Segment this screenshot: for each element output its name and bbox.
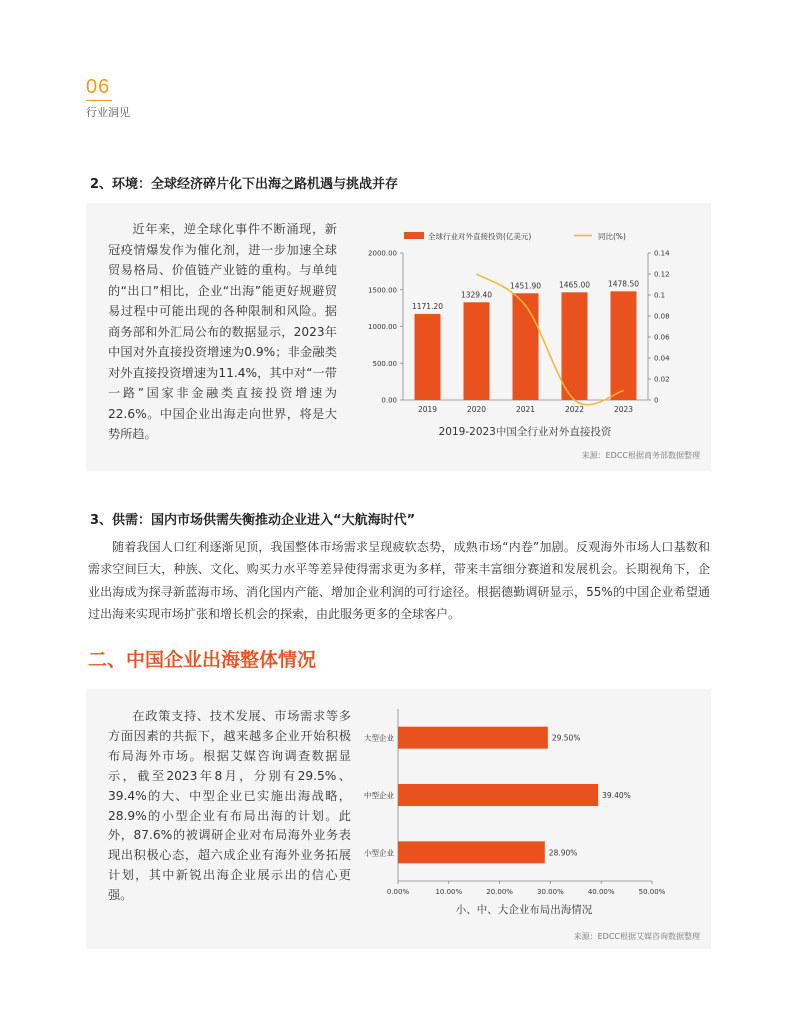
fdi-bar-label: 1465.00 bbox=[558, 280, 591, 290]
fdi-left-tick-label: 1500.00 bbox=[368, 286, 397, 295]
fdi-right-tick-label: 0.1 bbox=[654, 291, 666, 300]
fdi-right-tick-label: 0.02 bbox=[654, 375, 670, 384]
fdi-legend-line-label: 同比(%) bbox=[598, 232, 626, 241]
fdi-left-tick-label: 1000.00 bbox=[368, 323, 397, 331]
fdi-x-tick-label: 2021 bbox=[515, 405, 536, 414]
fdi-right-tick-label: 0.12 bbox=[654, 270, 670, 279]
company-x-tick-label: 30.00% bbox=[537, 888, 564, 896]
fdi-bar bbox=[513, 293, 539, 400]
company-chart bbox=[354, 699, 694, 924]
overview-panel bbox=[86, 689, 711, 949]
fdi-x-tick-label: 2020 bbox=[466, 405, 487, 414]
fdi-x-tick-label: 2019 bbox=[417, 405, 438, 414]
fdi-x-tick-label: 2022 bbox=[564, 405, 585, 414]
supply-heading: 3、供需：国内市场供需失衡推动企业进入“大航海时代” bbox=[90, 513, 416, 528]
fdi-right-tick-label: 0.08 bbox=[654, 312, 670, 321]
env-source: 来源：EDCC根据商务部数据整理 bbox=[581, 451, 700, 460]
fdi-chart-title: 2019-2023中国全行业对外直接投资 bbox=[438, 426, 612, 438]
company-chart-title: 小、中、大企业布局出海情况 bbox=[455, 904, 593, 916]
company-x-tick-label: 20.00% bbox=[486, 888, 513, 896]
overview-heading: 二、中国企业出海整体情况 bbox=[88, 649, 317, 671]
fdi-bar bbox=[464, 302, 490, 400]
fdi-right-tick-label: 0.06 bbox=[654, 333, 670, 342]
fdi-yoy-line bbox=[477, 274, 624, 405]
fdi-bar-label: 1478.50 bbox=[607, 279, 640, 289]
fdi-bar-label: 1171.20 bbox=[411, 301, 444, 311]
env-panel bbox=[86, 203, 711, 471]
fdi-left-tick-label: 500.00 bbox=[372, 359, 397, 368]
page-number-rule bbox=[86, 100, 112, 101]
company-category-label: 中型企业 bbox=[364, 791, 394, 800]
company-x-tick-label: 40.00% bbox=[587, 888, 615, 896]
company-bar bbox=[398, 841, 545, 863]
env-heading: 2、环境：全球经济碎片化下出海之路机遇与挑战并存 bbox=[90, 177, 399, 192]
company-x-tick-label: 50.00% bbox=[638, 888, 666, 896]
fdi-legend-bar-label: 全球行业对外直接投资(亿美元) bbox=[428, 232, 532, 241]
company-x-tick-label: 0.00% bbox=[386, 888, 410, 896]
section-label: 行业洞见 bbox=[86, 106, 130, 119]
company-bar-label: 29.50% bbox=[551, 733, 581, 743]
fdi-right-tick-label: 0 bbox=[654, 396, 659, 405]
fdi-bar bbox=[562, 292, 588, 400]
fdi-x-tick-label: 2023 bbox=[613, 405, 634, 414]
fdi-right-tick-label: 0.04 bbox=[654, 354, 670, 363]
company-bar bbox=[398, 727, 548, 749]
fdi-left-tick-label: 0.00 bbox=[381, 396, 397, 405]
fdi-bar-label: 1329.40 bbox=[460, 290, 493, 300]
overview-body: 在政策支持、技术发展、市场需求等多方面因素的共振下，越来越多企业开始积极布局海外市场。根据艾媒咨询调查数据显示，截至2023年8月，分别有29.5%、39.4%的大、中型企业已实施出海战略，28.9%的小型企业有布局出海的计划。此外，87.6%的被调研企业对布局海外业务表现出积极心态，超六成企业有海外业务拓展计划，其中新锐出海企业展示出的信心更强。 bbox=[108, 709, 351, 903]
company-bar bbox=[398, 784, 598, 806]
supply-body: 随着我国人口红利逐渐见顶，我国整体市场需求呈现疲软态势，成熟市场“内卷”加剧。反观海外市场人口基数和需求空间巨大，种族、文化、购买力水平等差异使得需求更为多样，带来丰富细分赛道和发展机会。长期视角下，企业出海成为探寻新蓝海市场、消化国内产能、增加企业利润的可行途径。根据德勤调研显示，55%的中国企业希望通过出海来实现市场扩张和增长机会的探索，由此服务更多的全球客户。 bbox=[88, 540, 710, 622]
fdi-left-tick-label: 2000.00 bbox=[368, 249, 397, 258]
fdi-bar bbox=[415, 314, 441, 400]
company-category-label: 大型企业 bbox=[364, 733, 394, 743]
fdi-bar-label: 1451.90 bbox=[509, 281, 542, 291]
company-bar-label: 28.90% bbox=[548, 848, 578, 858]
fdi-bar bbox=[611, 291, 637, 400]
fdi-right-tick-label: 0.14 bbox=[654, 249, 670, 258]
company-category-label: 小型企业 bbox=[364, 848, 394, 858]
fdi-chart bbox=[356, 225, 701, 443]
overview-source: 来源：EDCC根据艾媒咨询数据整理 bbox=[573, 932, 700, 941]
page-number: 06 bbox=[86, 76, 111, 98]
company-x-tick-label: 10.00% bbox=[435, 888, 463, 896]
company-bar-label: 39.40% bbox=[602, 791, 631, 800]
env-body: 近年来，逆全球化事件不断涌现，新冠疫情爆发作为催化剂，进一步加速全球贸易格局、价值链产业链的重构。与单纯的“出口”相比，企业“出海”能更好规避贸易过程中可能出现的各种限制和风险。据商务部和外汇局公布的数据显示，2023年中国对外直接投资增速为0.9%；非金融类对外直接投资增速为11.4%，其中对“一带一路”国家非金融类直接投资增速为22.6%。中国企业出海走向世界，将是大势所趋。 bbox=[108, 222, 337, 441]
fdi-legend-bar-swatch bbox=[404, 232, 424, 239]
